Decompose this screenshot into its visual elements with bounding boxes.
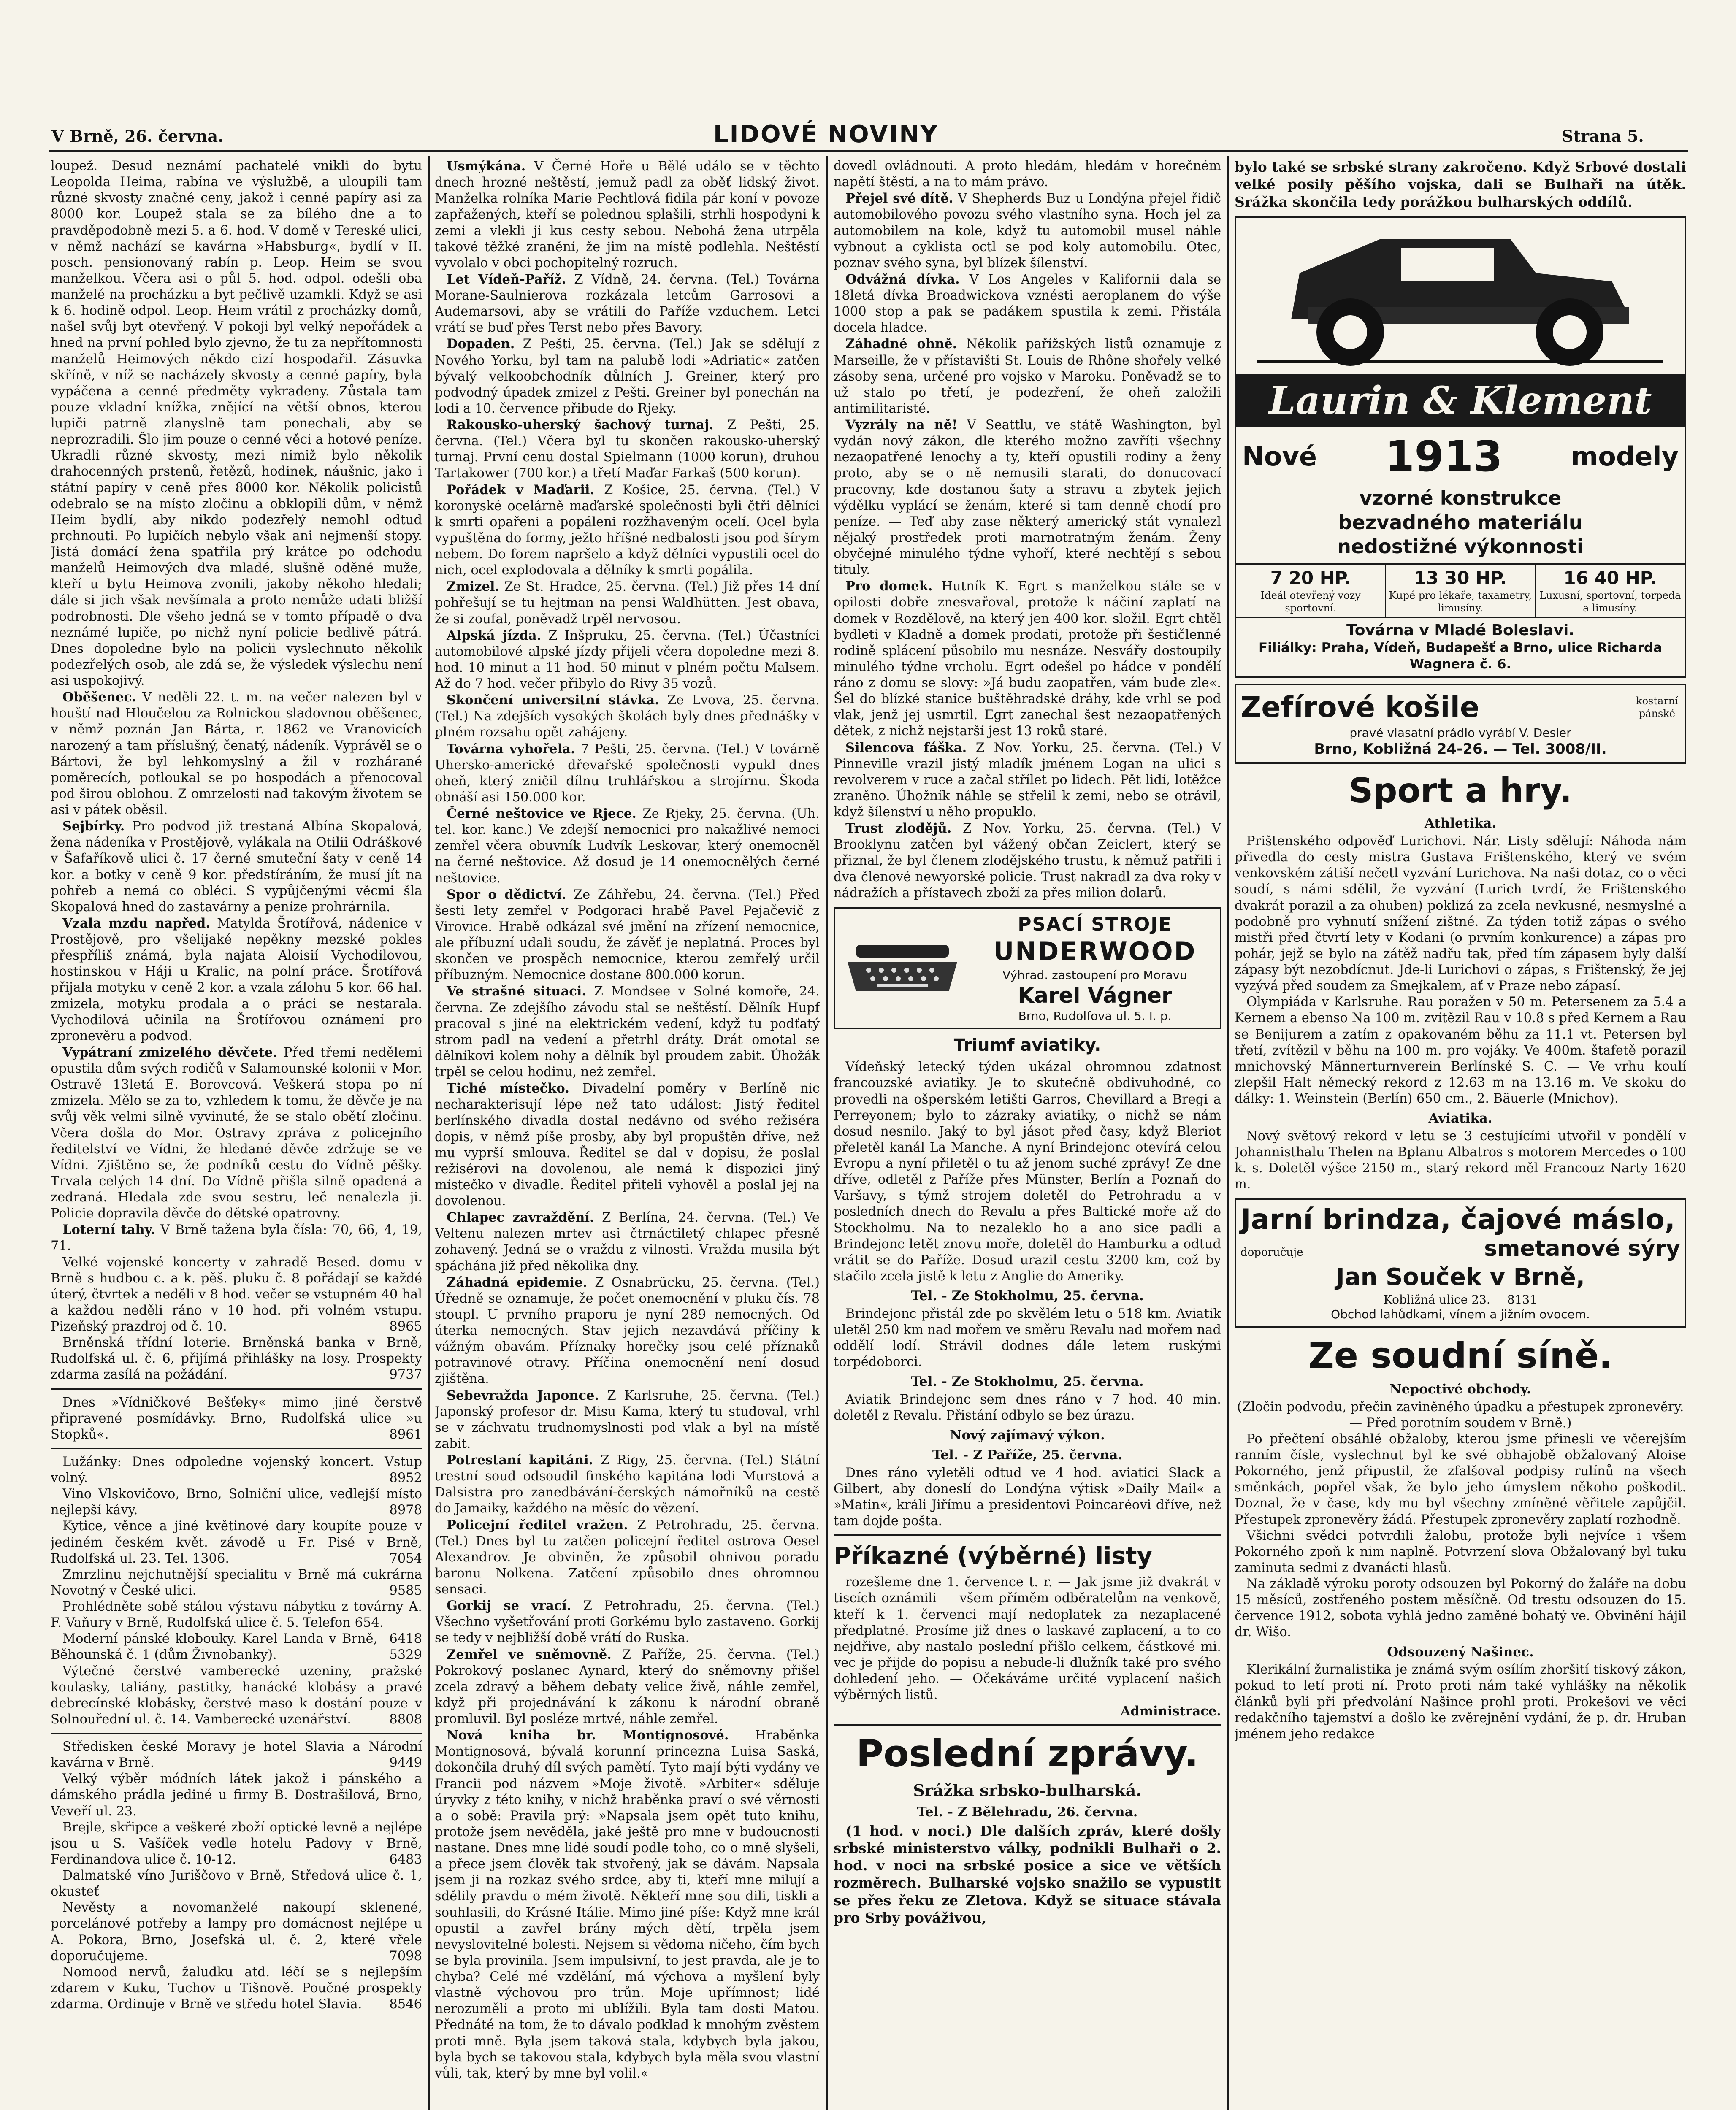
separator [834, 1534, 1221, 1536]
ad-number: 7098 [389, 1948, 422, 1964]
ad-number: 8965 [389, 1319, 422, 1334]
article-title: Sejbírky. [62, 819, 125, 834]
article-body: Vídeňský letecký týden ukázal ohromnou zdatnost francouzské aviatiky. Je to skutečně obdivuhodné, co provedli na ošperském letišti Garros, Chevillard a Bregi a Perreyonem; bylo to zázraky aviatiky, o nichž se nám dosud nesnilo. Jaký to byl jásot před časy, když Bleriot přeletěl kanál La Manche. A nyní Brindejonc otevírá celou Evropu a nyní přiletěl o tu až jenom suché zprávy! Ze dne dříve, odletěl z Paříže přes Münster, Berlín a Poznaň do Varšavy, s týmž strojem doletěl do Petrohradu a v posledních dnech do Revalu a přes Baltické moře až do Stockholmu. Na to nezaleklo ho a ano sice padli a Brindejonc letět znovu moře, doletěl do Hamburku a odtud vrátit se do Paříže. Dosud urazil cestu 3200 km, což by stačilo zcela jistě k letu z Anglie do Ameriky. [834, 1060, 1221, 1284]
article-continuation: bylo také se srbské strany zakročeno. Když Srbové dostali velké posily pěšího vojska, dali se Bulhaři na útěk. Srážka skončila tedy porážkou bulharských oddílů. [1235, 159, 1686, 210]
article-title: Alpská jízda. [447, 628, 542, 643]
article-body: V Seattlu, ve státě Washington, byl vydán nový zákon, dle kterého možno zavříti všechny nezaopatřené lenochy a ty, kteří opustili rodiny a ženy proto, aby se o ně nemusili starati, do donucovací pracovny, kde dostanou šaty a stravu a zbytek jejich výdělku vyplácí se ženám, které si tam denně chodí pro peníze. — Teď aby zase některý americký stát vynalezl nějaký prostředek proti marnotratným ženám. Ženy obyčejné minulého týdne vyhoří, které nechtějí s sebou tituly. [834, 418, 1221, 578]
subheading: Odsouzený Našinec. [1387, 1644, 1534, 1660]
classified-ad: Moderní pánské klobouky. Karel Landa v Brně, Běhounská č. 1 (dům Živnobanky). [51, 1631, 378, 1663]
article-body: Z Osnabrücku, 25. června. (Tel.) Úředně se oznamuje, že počet onemocnění v pluku čís. 78 stoupl. U prvního praporu je nyní 289 nemocných. Od úterka nemocných. Stav jejich nezavdává příčiny k vážným obavám. Příznaky horečky jsou celé příznaků potravinové otravy. Příčina onemocnění není dosud zjištěna. [435, 1275, 820, 1387]
article-body: Z Berlína, 24. června. (Tel.) Ve Veltenu nalezen mrtev asi čtrnáctiletý chlapec přesně zohavený. Jedná se o vraždu z vilnosti. Vražda musila být spáchána již před několika dny. [435, 1210, 820, 1274]
classified-ad: Dnes »Vídničkové Bešťeky« mimo jiné čerstvě připravené posmídávky. Brno, Rudolfská ulice »u Stopků«. [51, 1395, 422, 1442]
ad-line: Továrna v Mladé Boleslavi. [1236, 617, 1685, 640]
ad-number: 6418 [389, 1631, 422, 1647]
ad-number: 7054 [389, 1551, 422, 1566]
column-divider [1227, 156, 1229, 2110]
ad-number: 8808 [389, 1712, 422, 1727]
notice-body: rozešleme dne 1. července t. r. — Jak jsme již dvakrát v tiscích oznámili — všem příměm odběratelům na venkově, kteří k 1. červenci mají nedoplatek za nezaplacené předplatné. Prosíme již dnes o laskavé zaplacení, a to co nejdřive, aby nastalo poslední přišlo celkem, částkové mi. vec je přijde do popisu a nebude-li dlužník také pro svého dohledení jeho. — Očekáváme určité vyplacení našich výběrných listů. [834, 1575, 1221, 1703]
dateline: Tel. - Z Paříže, 25. června. [932, 1447, 1123, 1463]
model-hp: 7 20 HP. [1270, 567, 1351, 588]
article-body: Po přečtení obsáhlé obžaloby, kterou jsme přinesli ve včerejším ranním čísle, vyslechnut byl ke své obhajobě obžalovaný Aloise Pokorného, jenž připustil, že zfalšoval podpisy rulínů na všech směnkách, popřel však, že bylo jeho úmyslem někoho poškodit. Doznal, že v čase, kdy mu byl všechny zmíněné věřitele zapůjčil. Přestupek zpronevěry žádá. Přestupek zpronevěry zaplatí rozhodně. [1235, 1431, 1686, 1527]
article-title: Nová kniha br. Montignosové. [447, 1728, 729, 1743]
classified-ad: Výtečné čerstvé vamberecké uzeniny, pražské koulasky, taliány, pastitky, hanácké klobásy a pravé debrecínské klobásky, čerstvé maso k dostání pouze v Solnouřední ul. č. 14. Vamberecké uzenářství. [51, 1664, 422, 1727]
article-body: Z Nov. Yorku, 25. června. (Tel.) V Pinneville vrazil jistý mladík jménem Logan na ulici s revolverem v ruce a začal střílet po lidech. Pět lidí, lotěžce zraněno. Úhožník náhle se střelil k zemi, nebo se otrávil, když šílenství u něho propuklo. [834, 740, 1221, 820]
dateline: Tel. - Z Bělehradu, 26. června. [917, 1804, 1138, 1820]
article-title: Pořádek v Maďarii. [447, 482, 595, 498]
column-divider [826, 156, 828, 2110]
article-body: Klerikální žurnalistika je známá svým osílím zhoršití tiskový zákon, pokud to letí proti ní. Proto proti nám také vyhlášky na několik článků byli při předvolání Našince prohl proti. Prokešovi ve věci redakčního tajemství a došlo ke zvěrejnění vydání, že p. dr. Hruban jménem jeho redakce [1235, 1662, 1686, 1742]
ad-line: PSACÍ STROJE [1018, 913, 1172, 935]
ad-address: Filiálky: Praha, Vídeň, Budapešť a Brno, ulice Richarda Wagnera č. 6. [1259, 640, 1662, 672]
classified-ad: Prohlédněte sobě stálou výstavu nábytku z továrny A. F. Vaňury v Brně, Rudolfská ulice č. 5. Telefon 654. [51, 1599, 422, 1631]
article-title: Černé neštovice ve Rjece. [447, 806, 636, 821]
classified-ad: Brejle, skřipce a veškeré zboží optické levně a nejlépe jsou u S. Vašíček vedle hotelu Padovy v Brně, Ferdinandova ulice č. 10-12. [51, 1820, 422, 1867]
header-rule [49, 150, 1688, 152]
article-title: Záhadná epidemie. [447, 1274, 588, 1290]
article-continuation: dovedl ovládnouti. A proto hledám, hledám v horečném napětí štěstí, a na to mám právo. [834, 159, 1221, 190]
classified-ad: Velké vojenské koncerty v zahradě Besed. domu v Brně s hudbou c. a k. pěš. pluku č. 8 pořádají se každé úterý, čtvrtek a neděli v 8 hod. večer se vstupném 40 hal a každou neděli ráno v 10 hod. při volném vstupu. Pizeňský prazdroj od č. 10. [51, 1255, 422, 1334]
article-title: Sebevražda Japonce. [447, 1388, 599, 1403]
classified-ad: Nevěsty a novomanželé nakoupí sklenené, porcelánové potřeby a lampy pro domácnost nejlépe u A. Pokora, Brno, Josefská ul. č. 2, které vřele doporučujeme. [51, 1900, 422, 1964]
ad-name: Karel Vágner [1018, 983, 1172, 1008]
article-body: V Brně tažena byla čísla: 70, 66, 4, 19, 71. [51, 1223, 422, 1254]
ad-number: 6483 [389, 1852, 422, 1867]
ad-line: vzorné konstrukce [1359, 487, 1562, 510]
article-title: Pro domek. [845, 579, 933, 594]
ad-line: kostarní pánské [1636, 695, 1678, 720]
ad-number: 9737 [389, 1367, 422, 1382]
classified-ad: Brněnská třídní loterie. Brněnská banka v Brně, Rudolfská ul. č. 6, přijímá přihlášky na losy. Prospekty zdarma zasílá na požádání. [51, 1335, 422, 1382]
article-body: Brindejonc přistál zde po skvělém letu o 518 km. Aviatik uletěl 250 km nad mořem ve směru Revalu nad mořem nad oddělí lodí. Strávil dodnes dále letem ruskými torpédoborci. [834, 1306, 1221, 1370]
page-number: Strana 5. [1562, 127, 1644, 146]
article-body: (1 hod. v noci.) Dle dalších zpráv, které došly srbské ministerstvo války, podnikli Bulhaři o 2. hod. v noci na srbské posice a sice ve větších rozměrech. Bulharské vojsko snažilo se vypustit se přes řeku ze Zletova. Když se situace stávala pro Srby pováživou, [834, 1822, 1221, 1926]
column-3 [834, 158, 1221, 2110]
article-title: Potrestaní kapitáni. [447, 1453, 593, 1468]
article-body: Z Nov. Yorku, 25. června. (Tel.) V Brooklynu zatčen byl vážený občan Zeiclert, který se přiznal, že byl členem zlodějského trustu, k němuž patřili i dva členové newyorské policie. Trust nakradl za dva roky v nádražích a přístavech zboží za přes milion dolarů. [834, 821, 1221, 901]
classified-ad: Nomood nervů, žaludku atd. léčí se s nejlepším zdarem v Kuku, Tuchov u Tišnově. Poučné prospekty zdarma. Ordinuje v Brně ve středu hotel Slavia. [51, 1964, 422, 2012]
ad-number: 9585 [389, 1583, 422, 1598]
article-title: Usmýkána. [447, 159, 526, 174]
article-body: Matylda Šrotířová, nádenice v Prostějově, pro všelijaké nepěkny mezské pokles přespříliš známá, byla najata Aloisií Vychodilovou, hostinskou v Háji u Kralic, na polní práce. Šrotířová přijala motyku v ceně 2 kor. a vzala zálohu 5 kor. 66 hal. zmizela, motyku prodala a o práci se nestarala. Vychodilová učinila na Šrotířovou oznámení pro zpronevěru a podvod. [51, 916, 422, 1044]
ad-year: 1913 [1385, 432, 1503, 482]
article-title: Chlapec zavraždění. [447, 1210, 594, 1225]
section-heading: Příkazné (výběrné) listy [834, 1542, 1153, 1570]
separator [51, 1448, 422, 1449]
shirt-ad [1235, 684, 1686, 764]
article-body: Několik pařížských listů oznamuje z Marseille, že v přístavišti St. Louis de Rhône shořely velké zásoby sena, určené pro vojsko v Maroku. Poněvadž se to už stalo po třetí, je podezření, že oheň založili antimilitaristé. [834, 337, 1221, 416]
article-body: V neděli 22. t. m. na večer nalezen byl v houští nad Hloučelou za Rolnickou sladovnou oběšenec, v němž poznán Jan Bárta, r. 1862 ve Vranovicích narozený a tam příslušný, čenatý, nádeník. Vyprávěl se o Bártovi, že byl lehkomyslný a žil v rozhárané poměrecích, potloukal se po hospodách a přenocoval pod širou oblohou. Z omrzelosti nad takovým životem se asi v pátek oběsil. [51, 690, 422, 817]
classified-ad: Lužánky: Dnes odpoledne vojenský koncert. Vstup volný. [51, 1454, 422, 1485]
section-heading: Triumf aviatiky. [953, 1036, 1101, 1055]
article-body: Ze St. Hradce, 25. června. (Tel.) Již přes 14 dní pohřešují se tu hejtman na pensi Waldhütten. Jest obava, že si zoufal, poněvadž trpěl nervosou. [435, 579, 820, 627]
subheading: Srážka srbsko-bulharská. [913, 1781, 1142, 1800]
article-body: Z Pešti, 25. června. (Tel.) Včera byl tu skončen rakousko-uherský turnaj. První cenu dostal Spielmann (1000 korun), druhou Tartakower (700 kor.) a třetí Maďar Farkaš (500 korun). [435, 418, 820, 481]
section-heading: Ze soudní síně. [1308, 1334, 1613, 1376]
car-illustration [1236, 218, 1685, 374]
article-body: Hutník K. Egrt s manželkou stále se v opilosti dobře znesvařoval, protože k náčiní zaplatí na domek v Rozdělově, na který jen 400 kor. složil. Egrt chtěl bydleti v Kladně a domek prodati, protože při šestičlenné rodině splácení působilo mu nesnáze. Nesvářy dostoupily minulého týdne vrcholu. Egrt odešel po hádce v pondělí ráno z domu se slovy: »Já budu zaopatřen, vám bude zle«. Šel do blízké stanice buštěhradské dráhy, kde vrhl se pod vlak, jenž jej usmrtil. Egrt zanechal šest nezaopatřených dětek, z nichž nejstarší jest 13 roků staré. [834, 579, 1221, 739]
article-body: Dnes ráno vyletěli odtud ve 4 hod. aviatici Slack a Gilbert, aby doneslí do Londýna výtisk »Daily Mail« a »Matin«, králi Jiřímu a presidentovi Poincaréovi dříve, než tam dojde pošta. [834, 1465, 1221, 1529]
section-heading: Sport a hry. [1349, 771, 1572, 811]
classified-ad: Vino Vlskovičovo, Brno, Solniční ulice, vedlejší místo nejlepší kávy. [51, 1487, 422, 1518]
subheading: Athletika. [1424, 816, 1497, 831]
ad-address: Brno, Kobližná 24-26. — Tel. 3008/II. [1314, 740, 1607, 757]
notice-signature: Administrace. [1120, 1704, 1221, 1719]
article-body: Na základě výroku poroty odsouzen byl Pokorný do žaláře na dobu 15 měsíců, zostřeného postem měsíčně. Od trestu odsouzen do 15. července 1912, sobota vyhlá jedno zaměné bohatý ve. Obvinění hájil dr. Wišo. [1235, 1577, 1686, 1640]
ad-brand: Jarní brindza, čajové máslo, [1240, 1203, 1675, 1236]
laurin-klement-ad [1235, 216, 1686, 678]
ad-number: 8131 [1507, 1292, 1538, 1307]
column-4 [1235, 158, 1686, 2110]
model-desc: Luxusní, sportovní, torpeda a limusíny. [1539, 590, 1681, 614]
ad-line: smetanové sýry [1484, 1236, 1680, 1261]
ad-line: doporučuje [1240, 1246, 1303, 1259]
model-desc: Kupé pro lékaře, taxametry, limusíny. [1389, 590, 1532, 614]
classified-ad: Velký výběr módních látek jakož i pánského a dámského prádla jediné u firmy B. Dostrašilová, Brno, Veveří ul. 23. [51, 1772, 422, 1819]
ad-line: nedostižné výkonnosti [1337, 535, 1584, 558]
article-body: V Los Angeles v Kalifornii dala se 18letá dívka Broadwickova vznésti aeroplanem do výše 1000 stop a pak se padákem spustila k zemi. Přistála docela hladce. [834, 272, 1221, 335]
article-body: Z Rigy, 25. června. (Tel.) Státní trestní soud odsoudil finského kapitána lodi Murstová a Dalsistra pro zanedbávání-čerských námořníků na cestě do Jamaiky, každého na měsíc do vězení. [435, 1453, 820, 1516]
article-body: Nový světový rekord v letu se 3 cestujícími utvořil v pondělí v Johannisthalu Thelen na Bplanu Albatros s motorem Mercedes o 100 k. s. Doletěl výšce 2150 m., starý rekord měl Francouz Narty 1620 m. [1235, 1128, 1686, 1192]
article-title: Gorkij se vrací. [447, 1598, 571, 1614]
article-body: Z Petrohradu, 25. června. (Tel.) Všechno vyšetřování proti Gorkému bylo zastaveno. Gorkij se tedy v nejbližší době vrátí do Ruska. [435, 1599, 820, 1646]
article-title: Oběšenec. [62, 690, 136, 705]
column-1 [51, 158, 422, 2110]
ad-line: Výhrad. zastoupení pro Moravu [1002, 968, 1187, 982]
separator [834, 1724, 1221, 1726]
article-title: Skončení universitní stávka. [447, 693, 659, 708]
separator [51, 1733, 422, 1734]
ad-line: pravé vlasatní prádlo vyrábí V. Desler [1349, 725, 1571, 740]
article-subtitle: (Zločin podvodu, přečin zaviněného úpadku a přestupek zpronevěry. — Před porotním soudem v Brně.) [1237, 1399, 1684, 1431]
column-2 [435, 158, 820, 2110]
article-body: Z Košice, 25. června. (Tel.) V koronyské ocelárně maďarské společnosti byli čtři dělníci k smrti opařeni a popáleni rozžhaveným ocelí. Ocel byla vypuštěna do formy, ježto hříšné nedbalosti jsou pod šírym nebem. Do forem napršelo a když dělníci vypustili ocel do nich, ocel explodovala a dělníky k smrti popálila. [435, 482, 820, 578]
ad-line: modely [1571, 441, 1679, 472]
article-body: Divadelní poměry v Berlíně nic necharakterisují lépe než tato událost: Jistý ředitel berlínského divadla dostal nedávno od svého režiséra dopis, v němž píše prosby, aby byl propuštěn dříve, než mu vyprší smlouva. Ředitel se dal v dopisu, že poslal režisérovi na dovolenou, ale nemá k dispozici jiný místečko v divadle. Ředitel přiteli vyhověl a poslal jej na dovolenou. [435, 1081, 820, 1209]
article-title: Tiché místečko. [447, 1081, 569, 1096]
article-title: Spor o dědictví. [447, 887, 566, 902]
article-title: Silencova fáška. [845, 740, 967, 755]
ad-number: 8546 [389, 1997, 422, 2012]
article-title: Rakousko-uherský šachový turnaj. [447, 417, 714, 433]
section-heading: Poslední zprávy. [856, 1732, 1199, 1776]
article-title: Vyzrály na ně! [845, 417, 958, 433]
article-body: Ze Rjeky, 25. června. (Uh. tel. kor. kanc.) Ve zdejší nemocnici pro nakažlivé nemoci zemřel včera obuvník Ludvík Leskovar, který onemocněl na černé neštovice. Až dosud je 14 onemocnělých černé neštovice. [435, 806, 820, 886]
ad-brand: Zefírové košile [1240, 690, 1480, 724]
article-title: Zmizel. [447, 579, 500, 595]
masthead: LIDOVÉ NOVINY [713, 121, 939, 148]
article-title: Trust zlodějů. [845, 821, 952, 836]
article-body: Hraběnka Montignosová, bývalá korunní princezna Luisa Saská, dokončila druhý díl svých pamětí. Tyto mají býti vydány ve Francii pod názvem »Moje životě. »Arbiter« sděluje úryvky z této knihy, v nichž hraběnka praví o své věrnosti a o sobě: Pravila prý: »Napsala jsem opět tuto knihu, protože jsem nevěděla, jaké ještě pro mne v budoucnosti nastane. Dnes mne lidé soudí podle toho, co o mně slyšeli, a přece jsem člověk tak stvořený, jak se dávám. Napsala jsem ji na rozkaz svého srdce, aby ti, kteří mne milují a sdělily pravdu o mém životě. Někteří mne sou dili, tiskli a souhlasili, do Krásné Itálie. Mimo jiné píše: Když mne král opustil a zavřel brány mých dětí, trpěla jsem nevyslovitelné bolesti. Nejsem si vědoma ničeho, čím bych se byla provinila. Jsem impulsivní, to jest pravda, ale je to chyba? Celé mé vzdělání, má výchova a myšlení byly vlastně výchovou pro trůn. Moje upřímnost; lidé nerozuměli a proto mi ublížili. Byla tam dosti Matou. Přednáté na tom, že to dávalo podklad k mnohým zvěstem proti mně. Byla jsem taková stala, kdybych byla jakou, byla bych se takovou stala, kdybych byla měla svou vlastní vůli, tak, který by mne byl volil.« [435, 1728, 820, 2081]
article-title: Vzala mzdu napřed. [62, 915, 210, 931]
ad-brand: UNDERWOOD [993, 936, 1197, 966]
article-body: Aviatik Brindejonc sem dnes ráno v 7 hod. 40 min. doletěl z Revalu. Přistání odbylo se bez úrazu. [834, 1392, 1221, 1423]
article-body: Ze Lvova, 25. června. (Tel.) Na zdejších vysokých školách byly dnes přednášky v plném rozsahu opět zahájeny. [435, 693, 820, 740]
article-body: Z Pešti, 25. června. (Tel.) Jak se sdělují z Nového Yorku, byl tam na palubě lodi »Adriatic« zatčen bývalý velkoobchodník důlních J. Greiner, který pro podvodný úpadek zmizel z Pešti. Greiner byl ponechán na lodi a 10. července přibude do Rjeky. [435, 337, 820, 416]
article-body: Z Inšpruku, 25. června. (Tel.) Účastníci automobilové alpské jízdy přijeli včera dopoledne mezi 8. hod. 10 minut a 11 hod. 50 minut v plném počtu Malsem. Až do 7 hod. večer přibylo do Rivy 35 vozů. [435, 628, 820, 691]
ad-line: Nové [1242, 441, 1317, 472]
classified-ad: Dalmatské víno Juriščovo v Brně, Středová ulice č. 1, okusteť [51, 1868, 422, 1899]
model-hp: 16 40 HP. [1563, 567, 1657, 588]
article-title: Záhadné ohně. [845, 336, 957, 352]
article-title: Továrna vyhořela. [447, 741, 575, 757]
article-theft: loupež. Desud neznámí pachatelé vnikli do bytu Leopolda Heima, rabína ve výslužbě, a uloupili tam různé skvosty značné ceny, jakož i cenné papíry asi za 8000 kor. Loupež stala se za bílého dne a to pravděpodobně mezi 5. a 6. hod. V domě v Tereské ulici, v němž nachází se kavárna »Habsburg«, bydlí v II. posch. pensionovaný rabín p. Leop. Heim se svou manželkou. Včera asi o půl 5. hod. odpol. odešli oba manželé na procházku a byt pečlivě uzamkli. Když se asi k 6. hodině odpol. Leop. Heim vrátil z procházky domů, našel svůj byt otevřený. V pokoji byl velký nepořádek a hned na první pohled bylo zjevno, že tu za nepřítomnosti manželů Heimových někdo cizí hospodařil. Zásuvka skříně, v níž se nacházely skvosty a cenné papíry, byla vypáčena a cenné předměty vykradeny. Zůstala tam pouze vkladní knížka, znějící na větší obnos, kterou lupiči patrně zlanyslně tam ponechali, aby se neprozradili. Šlo jim pouze o cenné věci a hotové peníze. Ukradli různé skvosty, mezi nimiž bylo několik drahocenných prstenů, řetězů, hodinek, náušnic, jako i státní papíry v ceně přes 8000 kor. Několik policistů odebralo se na místo zločinu a obklopili dům, v němž Heim bydlí, aby nikdo podezřelý nemohl odtud prchnouti. Po lupičích nebylo však ani nejmenší stopy. Jistá domácí žena spatřila prý krátce po odchodu manželů Heimových dva mladé, slušně oděné muže, kteří u bytu Heimova zvonili, jakoby někoho hledali; dále si jich však nevšímala a proto nemůže udati bližší podrobnosti. Dle všeho jedná se v tomto případě o dva neznámé lupiče, po nichž nyní policie bedlivě pátrá. Dnes dopoledne bylo na policii vyslechnuto několik podezřelých osob, ale zdá se, že výsledek výslechu není asi uspokojivý. [51, 159, 422, 688]
article-title: Odvážná dívka. [845, 271, 960, 287]
model-desc: Ideál otevřený vozy sportovní. [1260, 590, 1361, 614]
subheading: Nepoctivé obchody. [1389, 1381, 1531, 1397]
ad-name: Jan Souček v Brně, [1336, 1263, 1585, 1291]
article-title: Dopaden. [447, 336, 515, 352]
article-title: Policejní ředitel vražen. [447, 1517, 628, 1533]
subheading: Nový zajímavý výkon. [950, 1428, 1105, 1443]
article-body: Z Petrohradu, 25. června. (Tel.) Dnes byl tu zatčen policejní ředitel ostrova Oesel Alexandrov. Je obviněn, že způsobil ohnivou poradu baronu Nolkena. Zatčení způsobilo dnes ohromnou sensaci. [435, 1518, 820, 1597]
ad-address: Brno, Rudolfova ul. 5. I. p. [1018, 1009, 1172, 1023]
model-hp: 13 30 HP. [1414, 567, 1507, 588]
underwood-ad [834, 907, 1221, 1029]
ad-number: 8978 [389, 1503, 422, 1518]
ad-number: 8952 [389, 1471, 422, 1485]
article-title: Ve strašné situaci. [447, 984, 586, 999]
article-body: Ze Záhřebu, 24. června. (Tel.) Před šesti lety zemřel v Podgoraci hrabě Pavel Pejačevič z Virovice. Hrabě odkázal své jmění na zřízení nemocnice, ale příbuzní udali soudu, že závěť je neplatná. Proces byl skončen ve prospěch nemocnice, kterou zemřelý určil příbuzným. Nemocnice dostane 800.000 korun. [435, 887, 820, 983]
ad-number: 9449 [389, 1756, 422, 1771]
separator [51, 1388, 422, 1390]
article-body: Z Vídně, 24. června. (Tel.) Továrna Morane-Saulnierova rozkázala letcům Garrosovi a Audemarsovi, aby se vrátili do Paříže vzduchem. Letci vrátí se buď přes Terst nebo přes Bavory. [435, 272, 820, 335]
article-body: Olympiáda v Karlsruhe. Rau poražen v 50 m. Petersenem za 5.4 a Kernem a ebenso Na 100 m. zvítězil Rau v 10.8 s před Kernem a Rau se Benijurem a zatím z opakovaném běhu za 11.1 vt. Petersen byl třetí, zvítězil v běhu na 100 m. pro vojáky. Ve 400m. štafetě porazil mnichovský Männerturnverein Berlínské S. C. — Ve vrhu koulí zlepšil Halt německý rekord z 12.63 m na 13.16 m. Ve skoku do dálky: 1. Weinstein (Berlín) 650 cm., 2. Bäuerle (Mnichov). [1235, 995, 1686, 1106]
article-body: Před třemi nedělemi opustila dům svých rodičů v Salamounské kolonii v Mor. Ostravě 13letá E. Borovcová. Veškerá stopa po ní zmizela. Mělo se za to, vzhledem k tomu, že děvče je na svůj věk velmi silně vyvinuté, že se stalo obětí zločinu. Včera došla do Mor. Ostravy zpráva z policejního ředitelství ve Vídni, že hledané děvče zdržuje se ve Vídni. Zjištěno se, že podníků cestu do Vídně pěšky. Trvala celých 14 dní. Do Vídně přišla silně opadená a zedraná. Hledala zde svou sestru, leč nenalezla ji. Policie dopravila děvče do dětské opatrovny. [51, 1045, 422, 1221]
article-body: V Shepherds Buz u Londýna přejel řidič automobilového povozu svého vlastního syna. Hoch jel za automobilem na kole, když tu automobil musel náhle vybnout a cyklista octl se pod koly automobilu. Otec, poznav svého syna, byl blízek šílenství. [834, 191, 1221, 271]
article-body: Z Mondsee v Solné komoře, 24. června. Ze zdejšího závodu stal se neštěstí. Dělník Hupf pracoval s jiné na elektrickém vedení, když tu podťatý strom padl na vedení a přetrhl dráty. Drát omotal se dělníkovi kolem nohy a dělník byl proudem zabit. Úhožák trpěl se celou hodinu, než zemřel. [435, 984, 820, 1079]
classified-ad: Kytice, věnce a jiné květinové dary koupíte pouze v jediném českém květ. závodě u Fr. Pisé v Brně, Rudolfská ul. 23. Tel. 1306. [51, 1519, 422, 1566]
article-body: Z Karlsruhe, 25. června. (Tel.) Japonský profesor dr. Misu Kama, který tu studoval, vrhl se v záchvatu trudnomyslnosti pod vlak a byl na místě zabit. [435, 1388, 820, 1451]
classified-ad: Středisken české Moravy je hotel Slavia a Národní kavárna v Brně. [51, 1739, 422, 1771]
article-title: Loterní tahy. [62, 1222, 155, 1238]
ad-number: 5329 [389, 1647, 422, 1663]
subheading: Aviatika. [1428, 1111, 1492, 1126]
article-title: Přejel své dítě. [845, 191, 953, 206]
column-divider [428, 156, 430, 2110]
article-body: Pro podvod již trestaná Albína Skopalová, žena nádeníka v Prostějově, vylákala na Otilii Odráškové v Šafaříkově ulici č. 17 černé smuteční šaty v ceně 14 kor. a botky v ceně 9 kor. předstíráním, že musí jít na pohřeb a nemá co obléci. S vypůjčenými věcmi šla Skopalová hned do zastavárny a peníze prohrárnila. [51, 819, 422, 914]
article-title: Let Vídeň-Paříž. [447, 271, 566, 287]
article-body: Z Paříže, 25. června. (Tel.) Pokrokový poslanec Aynard, který do sněmovny přišel zcela zdravý a během debaty velice živě, náhle zemřel, když při projednávání k zákonu k národní obraně promluvil. Byl posléze mrtvé, náhle zemřel. [435, 1647, 820, 1726]
article-body: Všichni svědci potvrdili žalobu, protože byli nejvíce i všem Pokorného zpoň k nim naplně. Potvrzení slova Obžalovaný byl tuku zaminuta sedmi z dvanácti hlasů. [1235, 1528, 1686, 1575]
header-date: V Brně, 26. června. [51, 127, 224, 146]
article-title: Vypátraní zmizelého děvčete. [62, 1044, 277, 1060]
classified-ad: Zmrzlinu nejchutnější specialitu v Brně má cukrárna Novotný v České ulici. [51, 1567, 422, 1598]
ad-brand: Laurin & Klement [1236, 374, 1685, 427]
ad-number: 8961 [389, 1427, 422, 1442]
typewriter-icon [839, 936, 966, 1000]
ad-line: bezvadného materiálu [1338, 511, 1583, 534]
article-title: Zemřel ve sněmovně. [447, 1647, 612, 1662]
article-body: V Černé Hoře u Bělé událo se v těchto dnech hrozné neštěstí, jemuž padl za oběť lidský život. Manželka rolníka Marie Pechtlová fidila pár koní v povoze zapřažených, kteří se polednou splašili, strhli hospodyni k zemi a vlekli ji kus cesty sebou. Nebohá žena utrpěla takové těžké zranění, že jim na místě podlehla. Neštěstí vyvolalo v obci pochopitelný rozruch. [435, 159, 820, 271]
dateline: Tel. - Ze Stokholmu, 25. června. [911, 1374, 1144, 1390]
article-body: 7 Pešti, 25. června. (Tel.) V továrně Uhersko-americké dřevařské společnosti vypukl dnes oheň, který zničil dílnu truhlářskou a strojírnu. Škoda obnáší asi 150.000 kor. [435, 741, 820, 805]
article-body: Prištenského odpověď Lurichovi. Nár. Listy sdělují: Náhoda nám přivedla do cesty mistra Gustava Frištenského, který ve svém venkovském zátiší nečetl vyzvání Lurichova. Na naši dotaz, co o věci soudí, s námi sdělil, že vyzvání (Lurich tvrdí, že Frištenského dvakrát porazil a za ohuben) poklizá za zcela nevkusné, nesmyslné a podobně pro vyhnutí snížení zištné. Za týden totiž zápas o svého mistři před čtvrtí lety v Kodani (o prvním konkurence) a zápas pro pohár, jejž se bylo na zátěž nadřu tak, před tím zápasem byly další zápasy být nezobdícnut. Jde-li Lurichovi o zápas, s Frištenský, že jej vyzývá před soudem za Smejkalem, ať v Praze nebo zápasí. [1235, 834, 1686, 994]
ad-line: Obchod lahůdkami, vínem a jižním ovocem. [1331, 1307, 1590, 1321]
ad-address: Kobližná ulice 23. [1383, 1292, 1490, 1307]
cheese-ad [1235, 1198, 1686, 1328]
dateline: Tel. - Ze Stokholmu, 25. června. [911, 1288, 1144, 1304]
